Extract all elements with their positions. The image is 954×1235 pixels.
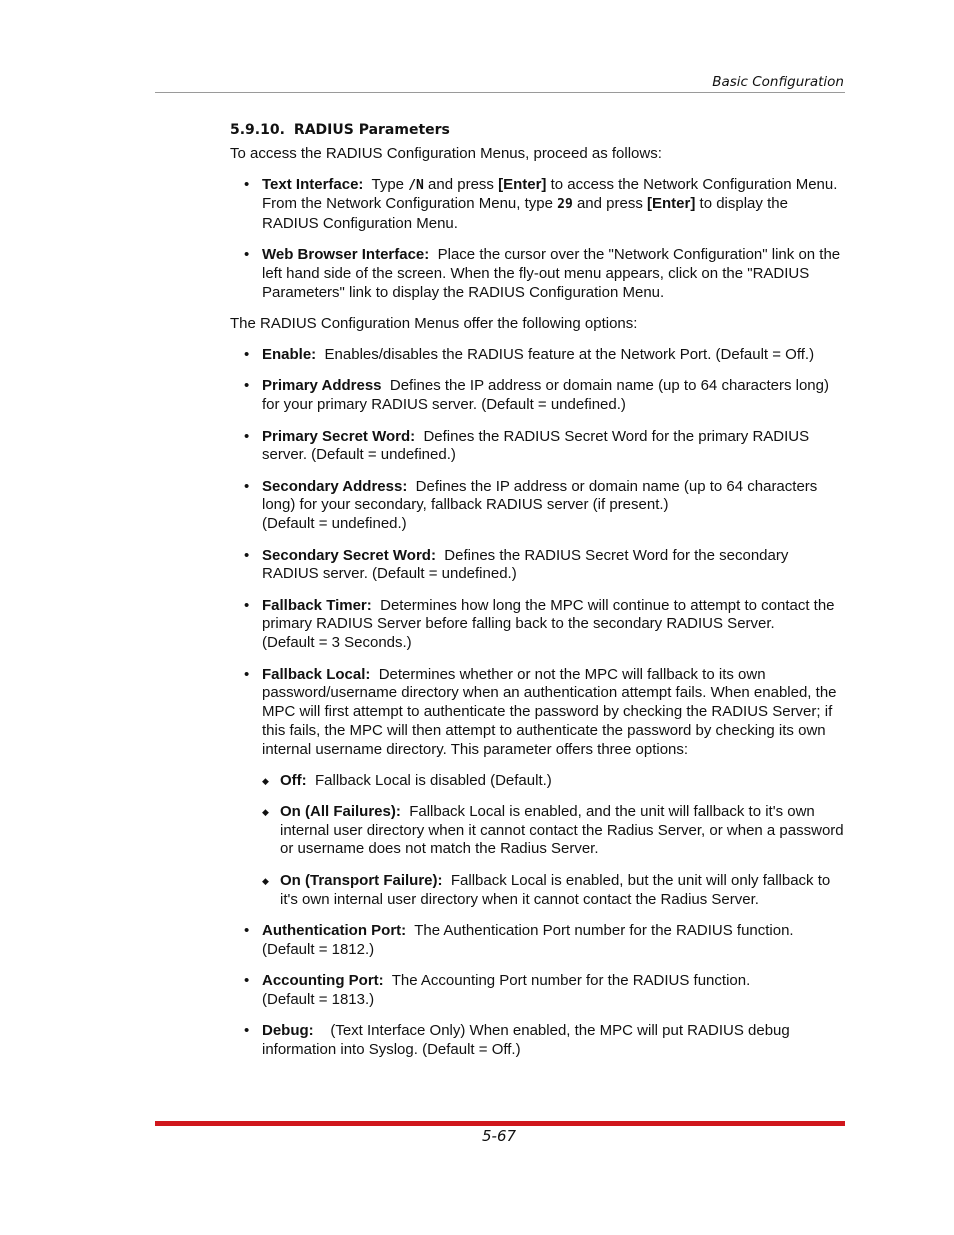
key-name: [Enter] — [498, 175, 547, 193]
option-desc: Defines the IP address or domain name (up to 64 characters long) for your secondary, fallback RADIUS server (if present.) — [262, 477, 818, 514]
command-code: 29 — [557, 197, 573, 213]
option-desc: Determines how long the MPC will continue to attempt to contact the primary RADIUS Server before falling back to the secondary RADIUS Server. — [262, 596, 835, 633]
section-title: RADIUS Parameters — [293, 122, 450, 138]
item-text: to access the Network Configuration Menu. From the Network Configuration Menu, type — [262, 175, 838, 213]
option-label: Secondary Address: — [262, 477, 408, 495]
option-label: Fallback Timer: — [262, 596, 372, 614]
option-default: (Default = 3 Seconds.) — [262, 634, 412, 652]
item-text: Type — [371, 175, 405, 193]
section-number: 5.9.10. — [230, 122, 285, 138]
option-default: (Default = 1812.) — [262, 940, 375, 958]
option-fallback-local — [230, 666, 846, 910]
list-item-text-interface — [230, 176, 846, 234]
option-label: Authentication Port: — [262, 921, 407, 939]
suboption-transport-failure — [262, 872, 846, 910]
item-text: to display the RADIUS Configuration Menu. — [262, 195, 788, 233]
item-text: and press — [576, 195, 643, 213]
option-label: Fallback Local: — [262, 665, 371, 683]
option-desc: Defines the RADIUS Secret Word for the primary RADIUS server. (Default = undefined.) — [262, 427, 810, 464]
suboption-label: On (Transport Failure): — [280, 871, 443, 889]
item-label: Text Interface: — [262, 175, 364, 193]
suboption-off — [262, 772, 846, 791]
options-list — [230, 346, 846, 1059]
option-label: Primary Address — [262, 377, 382, 395]
option-secondary-secret-word — [230, 547, 846, 585]
option-fallback-timer — [230, 597, 846, 653]
suboption-desc: Fallback Local is enabled, and the unit will fallback to it's own internal user directory when it cannot contact the Radius Server, or when a password or username does not match the Radius Server. — [280, 802, 844, 858]
option-accounting-port — [230, 972, 846, 1010]
page-number: 5-67 — [482, 1127, 517, 1145]
option-desc: Defines the IP address or domain name (up to 64 characters long) for your primary RADIUS server. (Default = undefined.) — [262, 377, 829, 414]
options-intro: The RADIUS Configuration Menus offer the following options: — [230, 315, 638, 333]
key-name: [Enter] — [647, 195, 696, 213]
header-divider — [155, 92, 845, 93]
item-text: Place the cursor over the "Network Configuration" link on the left hand side of the screen. When the fly-out menu appears, click on the "RADIUS Parameters" link to display the RADIUS Configuration Menu. — [262, 246, 841, 302]
suboption-desc: Fallback Local is enabled, but the unit will only fallback to it's own internal user directory when it cannot contact the Radius Server. — [280, 871, 831, 908]
option-desc: Enables/disables the RADIUS feature at the Network Port. (Default = Off.) — [324, 346, 815, 364]
option-label: Accounting Port: — [262, 971, 384, 989]
option-primary-secret-word — [230, 428, 846, 466]
section-heading — [230, 121, 846, 140]
suboption-all-failures — [262, 803, 846, 859]
option-label: Enable: — [262, 346, 317, 364]
suboption-label: On (All Failures): — [280, 802, 401, 820]
option-label: Secondary Secret Word: — [262, 546, 436, 564]
option-primary-address — [230, 377, 846, 415]
option-desc: The Accounting Port number for the RADIUS function. — [391, 971, 751, 989]
list-item-web-interface — [230, 246, 846, 302]
option-secondary-address — [230, 478, 846, 534]
option-enable — [230, 346, 846, 365]
fallback-local-sublist — [262, 772, 846, 910]
option-desc: Defines the RADIUS Secret Word for the secondary RADIUS server. (Default = undefined.) — [262, 546, 789, 583]
running-header: Basic Configuration — [712, 74, 844, 90]
command-code: /N — [408, 177, 424, 193]
option-default: (Default = 1813.) — [262, 990, 375, 1008]
option-label: Primary Secret Word: — [262, 427, 416, 445]
option-default: (Default = undefined.) — [262, 515, 407, 533]
option-label: Debug: — [262, 1021, 314, 1039]
item-label: Web Browser Interface: — [262, 246, 430, 264]
page-body — [230, 121, 846, 1072]
option-desc: The Authentication Port number for the RADIUS function. — [414, 921, 794, 939]
option-debug — [230, 1022, 846, 1060]
option-authentication-port — [230, 922, 846, 960]
option-desc: Determines whether or not the MPC will fallback to its own password/username directory when an authentication attempt fails. When enabled, the MPC will first attempt to authenticate the password by checking the RADIUS Server; if this fails, the MPC will then attempt to authenticate the password by checking its own internal username directory. This parameter offers three options: — [262, 665, 837, 758]
section-intro: To access the RADIUS Configuration Menus, proceed as follows: — [230, 144, 662, 162]
item-text: and press — [428, 175, 494, 193]
footer-divider — [155, 1121, 845, 1126]
option-desc: (Text Interface Only) When enabled, the MPC will put RADIUS debug information into Syslog. (Default = Off.) — [262, 1021, 790, 1058]
access-methods-list — [230, 176, 846, 303]
suboption-label: Off: — [280, 771, 307, 789]
suboption-desc: Fallback Local is disabled (Default.) — [315, 771, 552, 789]
